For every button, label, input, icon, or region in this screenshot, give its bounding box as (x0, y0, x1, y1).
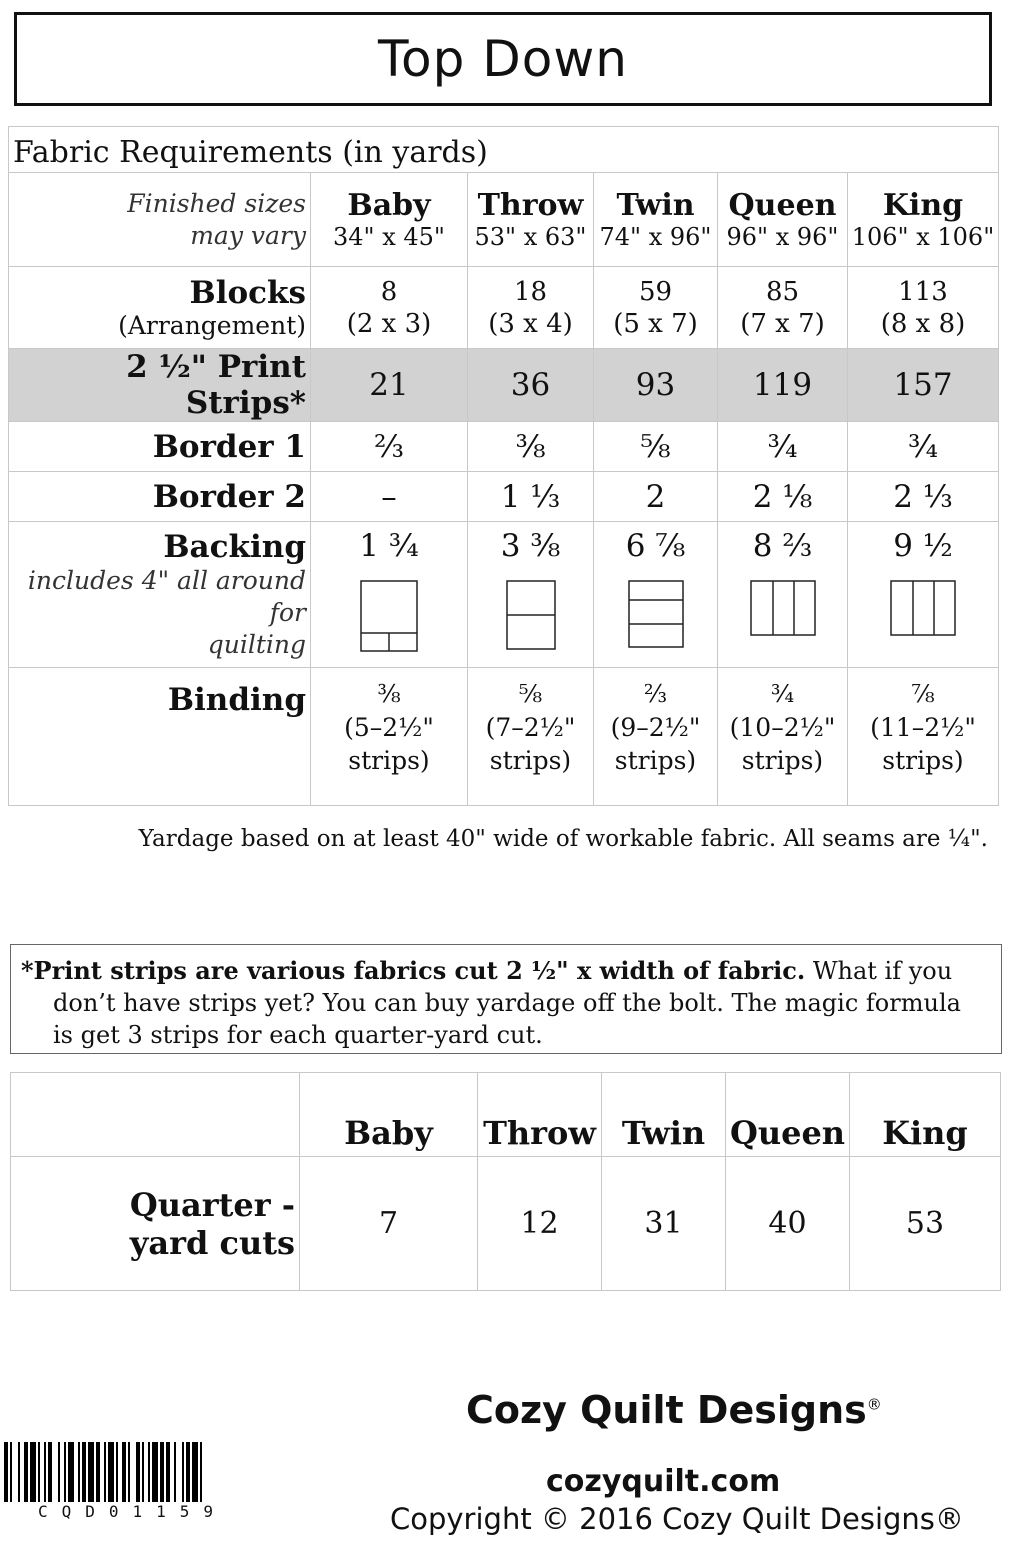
block-arrangement: (3 x 4) (488, 308, 573, 339)
yardage-note: Yardage based on at least 40" wide of workable fabric. All seams are ¼". (138, 826, 988, 852)
size-dims: 74" x 96" (599, 222, 712, 251)
size-name: King (882, 187, 964, 223)
binding-cell (848, 668, 999, 806)
backing-diagram-icon (890, 580, 956, 636)
size-dims: 106" x 106" (851, 222, 995, 251)
quarter-yard-value: 53 (850, 1157, 1001, 1291)
block-count: 59 (638, 276, 673, 307)
binding-yards: ⅝ (518, 680, 543, 708)
backing-cell (848, 522, 999, 668)
table-row (9, 668, 999, 806)
border2-cell: 2 ⅛ (718, 472, 848, 522)
table-row (9, 472, 999, 522)
binding-cell (594, 668, 718, 806)
border2-cell: 2 ⅓ (848, 472, 999, 522)
table-row (9, 127, 999, 173)
binding-yards: ⅞ (911, 680, 935, 708)
binding-label: Binding (9, 668, 311, 806)
column-header: Twin (602, 1073, 726, 1157)
table-caption: Fabric Requirements (in yards) (9, 127, 999, 173)
row-subtitle: (Arrangement) (118, 311, 306, 340)
quarter-yard-value: 40 (726, 1157, 850, 1291)
binding-cell (718, 668, 848, 806)
binding-strips: strips) (489, 746, 572, 775)
website[interactable]: cozyquilt.com (546, 1464, 781, 1499)
table-row (9, 522, 999, 668)
binding-strips: (5–2½" (344, 713, 434, 742)
border1-cell: ⅜ (468, 422, 594, 472)
binding-strips: (9–2½" (610, 713, 701, 742)
block-arrangement: (8 x 8) (880, 308, 966, 339)
brand-text: Cozy Quilt Designs (466, 1388, 867, 1432)
backing-note: quilting (207, 629, 306, 659)
border2-cell: 1 ⅓ (468, 472, 594, 522)
quarter-yard-table (10, 1072, 1001, 1291)
column-header: Baby (300, 1073, 478, 1157)
binding-strips: (7–2½" (485, 713, 576, 742)
binding-yards: ¾ (770, 680, 795, 708)
note-text: What if you don’t have strips yet? You can buy yardage off the bolt. The magic formula is get 3 strips for each quarter-yard cut. (53, 957, 961, 1049)
page-title: Top Down (378, 30, 628, 88)
table-row (9, 349, 999, 422)
binding-strips: strips) (348, 746, 430, 775)
finished-sizes-note (9, 173, 311, 267)
table-row (11, 1157, 1001, 1291)
size-header (848, 173, 999, 267)
blocks-label (9, 267, 311, 349)
border1-label: Border 1 (9, 422, 311, 472)
table-row (9, 267, 999, 349)
binding-strips: (10–2½" (729, 713, 836, 742)
backing-label (9, 522, 311, 668)
binding-strips: (11–2½" (870, 713, 976, 742)
backing-cell (468, 522, 594, 668)
size-name: Queen (728, 187, 837, 223)
border1-cell: ⅔ (311, 422, 468, 472)
binding-strips: strips) (614, 746, 697, 775)
size-header (718, 173, 848, 267)
fabric-requirements-table (8, 126, 999, 806)
size-name: Throw (477, 187, 584, 223)
note-bold: *Print strips are various fabrics cut 2 ½" x width of fabric. (21, 956, 806, 985)
backing-yards: 1 ¾ (359, 528, 419, 564)
print-strips-cell: 119 (718, 349, 848, 422)
print-strips-label: 2 ½" Print Strips* (9, 349, 311, 422)
block-arrangement: (7 x 7) (740, 308, 825, 339)
size-name: Twin (616, 187, 695, 223)
binding-strips: strips) (741, 746, 824, 775)
brand-name (466, 1388, 882, 1432)
border1-cell: ⅝ (594, 422, 718, 472)
row-title: Backing (163, 528, 306, 565)
empty-cell (11, 1073, 300, 1157)
backing-yards: 6 ⅞ (625, 528, 686, 564)
block-count: 113 (898, 276, 948, 307)
block-arrangement: (2 x 3) (346, 308, 432, 339)
copyright: Copyright © 2016 Cozy Quilt Designs® (390, 1502, 964, 1536)
border2-cell: 2 (594, 472, 718, 522)
quarter-yard-value: 31 (602, 1157, 726, 1291)
binding-cell (468, 668, 594, 806)
print-strips-cell: 93 (594, 349, 718, 422)
quarter-yard-label (11, 1157, 300, 1291)
backing-cell (718, 522, 848, 668)
binding-strips: strips) (882, 746, 964, 775)
row-title: Blocks (189, 275, 306, 311)
size-dims: 96" x 96" (726, 222, 839, 251)
block-arrangement: (5 x 7) (613, 308, 698, 339)
backing-diagram-icon (750, 580, 816, 636)
column-header: Queen (726, 1073, 850, 1157)
size-name: Baby (347, 187, 431, 223)
size-dims: 53" x 63" (474, 222, 587, 251)
block-count: 85 (765, 276, 800, 307)
block-count: 8 (380, 276, 398, 307)
binding-cell (311, 668, 468, 806)
registered-mark: ® (866, 1395, 882, 1414)
title-box (14, 12, 992, 106)
binding-yards: ⅜ (377, 680, 401, 708)
blocks-cell (848, 267, 999, 349)
backing-yards: 9 ½ (893, 528, 953, 564)
blocks-cell (718, 267, 848, 349)
size-header (311, 173, 468, 267)
backing-diagram-icon (506, 580, 556, 650)
table-row (9, 422, 999, 472)
table-row (11, 1073, 1001, 1157)
blocks-cell (594, 267, 718, 349)
backing-cell (311, 522, 468, 668)
quarter-yard-value: 7 (300, 1157, 478, 1291)
backing-diagram-icon (360, 580, 418, 652)
block-count: 18 (513, 276, 548, 307)
size-header (594, 173, 718, 267)
border2-cell: – (311, 472, 468, 522)
print-strips-cell: 36 (468, 349, 594, 422)
blocks-cell (468, 267, 594, 349)
backing-cell (594, 522, 718, 668)
backing-note: includes 4" all around for (27, 565, 306, 627)
backing-yards: 8 ⅔ (752, 528, 813, 564)
border2-label: Border 2 (9, 472, 311, 522)
print-strips-cell: 21 (311, 349, 468, 422)
note-line: may vary (190, 220, 306, 250)
print-strips-cell: 157 (848, 349, 999, 422)
backing-diagram-icon (628, 580, 684, 648)
quarter-yard-value: 12 (478, 1157, 602, 1291)
border1-cell: ¾ (718, 422, 848, 472)
table-row (9, 173, 999, 267)
note-line: Finished sizes (127, 188, 306, 218)
backing-yards: 3 ⅜ (500, 528, 561, 564)
border1-cell: ¾ (848, 422, 999, 472)
column-header: Throw (478, 1073, 602, 1157)
print-strips-note (10, 944, 1002, 1054)
column-header: King (850, 1073, 1001, 1157)
label-line: yard cuts (129, 1223, 295, 1262)
label-line: Quarter - (129, 1185, 295, 1224)
binding-yards: ⅔ (643, 680, 668, 708)
barcode-number: CQD01159 (38, 1502, 228, 1521)
size-dims: 34" x 45" (333, 222, 445, 251)
blocks-cell (311, 267, 468, 349)
size-header (468, 173, 594, 267)
